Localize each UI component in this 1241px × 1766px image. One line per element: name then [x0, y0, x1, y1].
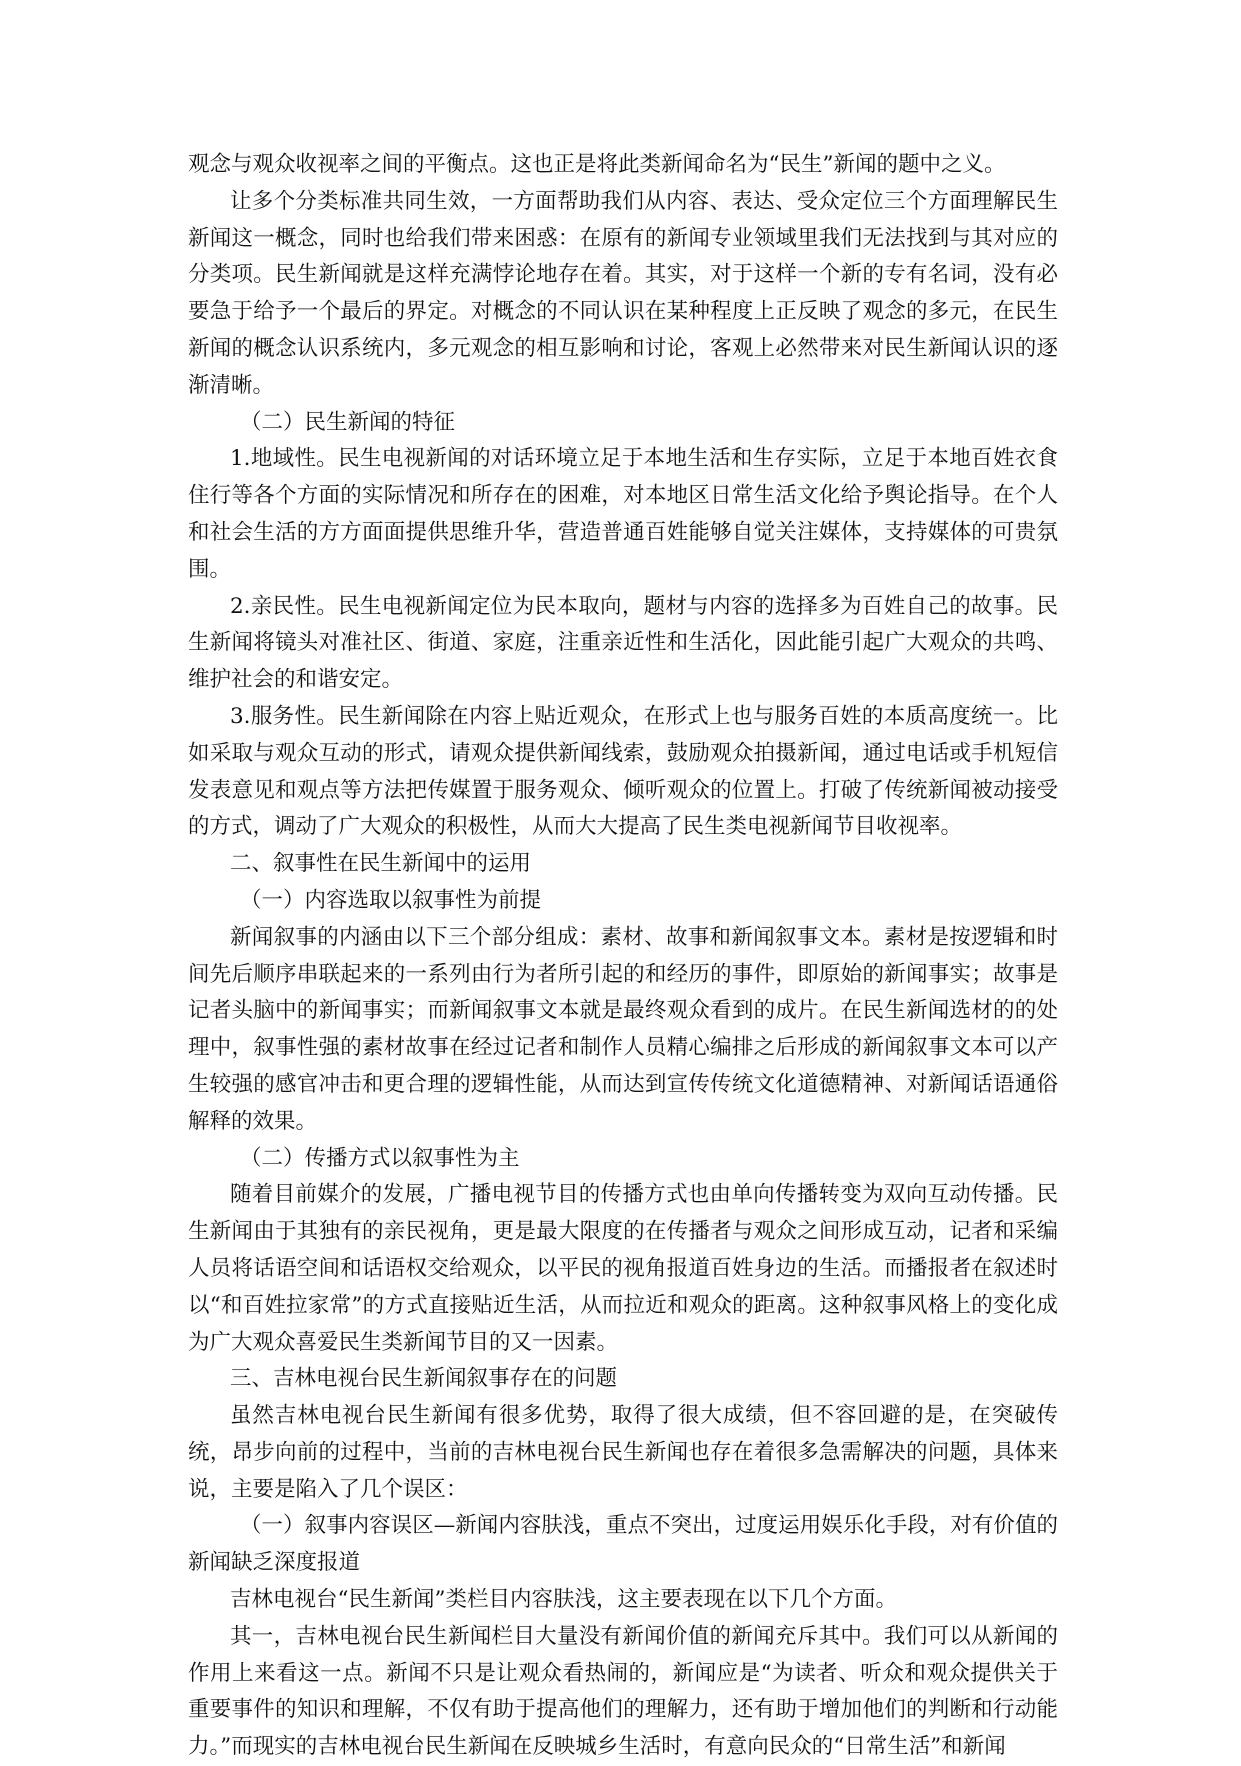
- section-subheading: （二）传播方式以叙事性为主: [240, 1145, 520, 1171]
- paragraph: 吉林电视台“民生新闻”类栏目内容肤浅，这主要表现在以下几个方面。: [230, 1587, 897, 1613]
- paragraph: 2.亲民性。民生电视新闻定位为民本取向，题材与内容的选择多为百姓自己的故事。民生新闻将镜头对准社区、街道、家庭，注重亲近性和生活化，因此能引起广大观众的共鸣、维护社会的和谐安定。: [188, 593, 1058, 693]
- section-subheading: （一）内容选取以叙事性为前提: [240, 887, 542, 913]
- paragraph: 让多个分类标准共同生效，一方面帮助我们从内容、表达、受众定位三个方面理解民生新闻这一概念，同时也给我们带来困惑：在原有的新闻专业领域里我们无法找到与其对应的分类项。民生新闻就是这样充满悖论地存在着。其实，对于这样一个新的专有名词，没有必要急于给予一个最后的界定。对概念的不同认识在某种程度上正反映了观念的多元，在民生新闻的概念认识系统内，多元观念的相互影响和讨论，客观上必然带来对民生新闻认识的逐渐清晰。: [188, 188, 1058, 398]
- section-subheading: （一）叙事内容误区—新闻内容肤浅，重点不突出，过度运用娱乐化手段，对有价值的新闻缺乏深度报道: [188, 1513, 1058, 1576]
- paragraph: 随着目前媒介的发展，广播电视节目的传播方式也由单向传播转变为双向互动传播。民生新闻由于其独有的亲民视角，更是最大限度的在传播者与观众之间形成互动，记者和采编人员将话语空间和话语权交给观众，以平民的视角报道百姓身边的生活。而播报者在叙述时以“和百姓拉家常”的方式直接贴近生活，从而拉近和观众的距离。这种叙事风格上的变化成为广大观众喜爱民生类新闻节目的又一因素。: [188, 1182, 1058, 1355]
- paragraph: 新闻叙事的内涵由以下三个部分组成：素材、故事和新闻叙事文本。素材是按逻辑和时间先后顺序串联起来的一系列由行为者所引起的和经历的事件，即原始的新闻事实；故事是记者头脑中的新闻事实；而新闻叙事文本就是最终观众看到的成片。在民生新闻选材的的处理中，叙事性强的素材故事在经过记者和制作人员精心编排之后形成的新闻叙事文本可以产生较强的感官冲击和更合理的逻辑性能，从而达到宣传传统文化道德精神、对新闻话语通俗解释的效果。: [188, 924, 1058, 1134]
- paragraph-continued: 观念与观众收视率之间的平衡点。这也正是将此类新闻命名为“民生”新闻的题中之义。: [188, 152, 1006, 177]
- section-subheading: （二）民生新闻的特征: [240, 409, 456, 435]
- paragraph: 1.地域性。民生电视新闻的对话环境立足于本地生活和生存实际，立足于本地百姓衣食住行等各个方面的实际情况和所存在的困难，对本地区日常生活文化给予舆论指导。在个人和社会生活的方方面面提供思维升华，营造普通百姓能够自觉关注媒体，支持媒体的可贵氛围。: [188, 446, 1058, 582]
- section-heading: 二、叙事性在民生新闻中的运用: [230, 851, 532, 877]
- document-body: [188, 147, 1058, 1766]
- paragraph: 3.服务性。民生新闻除在内容上贴近观众，在形式上也与服务百姓的本质高度统一。比如采取与观众互动的形式，请观众提供新闻线索，鼓励观众拍摄新闻，通过电话或手机短信发表意见和观点等方法把传媒置于服务观众、倾听观众的位置上。打破了传统新闻被动接受的方式，调动了广大观众的积极性，从而大大提高了民生类电视新闻节目收视率。: [188, 703, 1058, 840]
- section-heading: 三、吉林电视台民生新闻叙事存在的问题: [230, 1366, 618, 1392]
- paragraph: 虽然吉林电视台民生新闻有很多优势，取得了很大成绩，但不容回避的是，在突破传统，昂步向前的过程中，当前的吉林电视台民生新闻也存在着很多急需解决的问题，具体来说，主要是陷入了几个误区：: [188, 1403, 1058, 1502]
- paragraph: 其一，吉林电视台民生新闻栏目大量没有新闻价值的新闻充斥其中。我们可以从新闻的作用上来看这一点。新闻不只是让观众看热闹的，新闻应是“为读者、听众和观众提供关于重要事件的知识和理解，不仅有助于提高他们的理解力，还有助于增加他们的判断和行动能力。”而现实的吉林电视台民生新闻在反映城乡生活时，有意向民众的“日常生活”和新闻: [188, 1623, 1058, 1760]
